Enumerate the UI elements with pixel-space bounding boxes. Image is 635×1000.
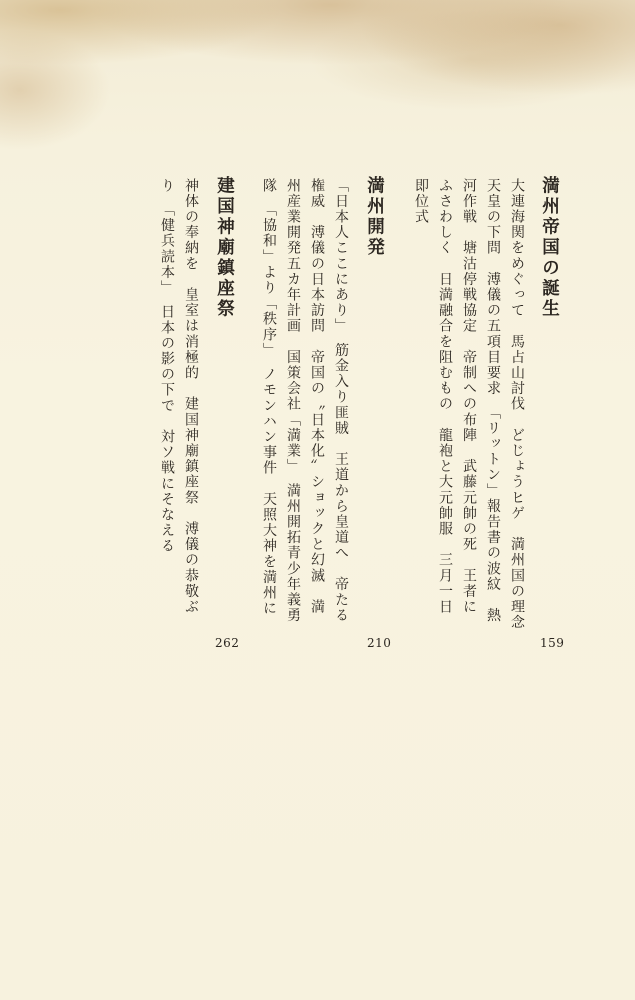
page-number: 262	[215, 636, 240, 650]
page-number: 210	[367, 636, 392, 650]
toc-line: ふさわしく 日満融合を阻むもの 龍袍と大元帥服 三月一日	[437, 178, 453, 615]
toc-line: 天皇の下問 溥儀の五項目要求 「リットン」報告書の波紋 熱	[485, 178, 501, 624]
page-number: 159	[540, 636, 565, 650]
toc-line: 権威 溥儀の日本訪問 帝国の〝日本化〟ショックと幻滅 満	[309, 178, 325, 615]
toc-line: 河作戦 塘沽停戦協定 帝制への布陣 武藤元帥の死 王者に	[461, 178, 477, 615]
toc-line: 州産業開発五カ年計画 国策会社「満業」 満州開拓青少年義勇	[285, 178, 301, 624]
toc-line: 隊 「協和」より「秩序」 ノモンハン事件 天照大神を満州に	[261, 178, 277, 617]
toc-line: 大連海関をめぐって 馬占山討伐 どじょうヒゲ 満州国の理念	[509, 178, 525, 631]
toc-line: り 「健兵読本」 日本の影の下で 対ソ戦にそなえる	[159, 178, 175, 554]
toc-line: 神体の奉納を 皇室は消極的 建国神廟鎮座祭 溥儀の恭敬ぶ	[183, 178, 199, 615]
toc-line: 「日本人ここにあり」 筋金入り匪賊 王道から皇道へ 帝たる	[333, 178, 349, 624]
section-heading: 満州帝国の誕生	[539, 176, 560, 320]
toc-line: 即位式	[413, 178, 429, 225]
section-heading: 満州開発	[364, 176, 385, 258]
section-heading: 建国神廟鎮座祭	[214, 176, 235, 320]
